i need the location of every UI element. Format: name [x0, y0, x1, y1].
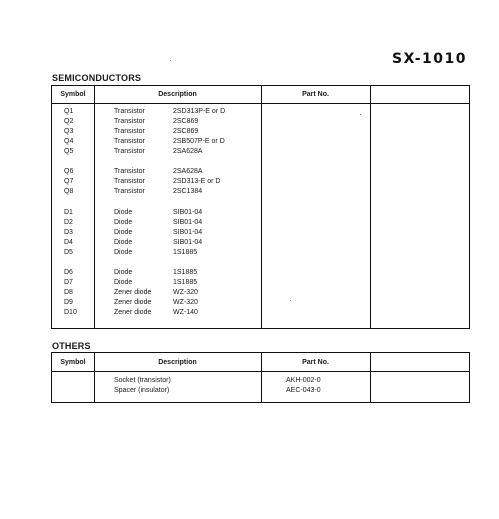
row-type: Diode — [114, 218, 133, 226]
row-part: SIB01-04 — [173, 238, 203, 246]
row-part: 1S1885 — [173, 278, 198, 286]
row-part: 2SD313P-E or D — [173, 108, 226, 115]
row-part: SIB01-04 — [173, 208, 203, 216]
row-symbol: Q3 — [64, 128, 74, 136]
row-symbol: Q1 — [64, 108, 74, 115]
row-symbol: Q5 — [64, 148, 74, 156]
row-part: 2SC1384 — [173, 188, 203, 196]
row-type: Diode — [114, 238, 133, 246]
model-number: SX-1010 — [392, 51, 468, 67]
header-description: Description — [158, 91, 197, 98]
others-title: OTHERS — [52, 341, 91, 351]
row-symbol: Q4 — [64, 138, 74, 146]
semiconductors-table — [51, 85, 470, 329]
row-type: Transistor — [114, 128, 145, 136]
row-part: 2SB507P-E or D — [173, 138, 225, 146]
row-part: WZ-320 — [173, 298, 198, 306]
row-type: Transistor — [114, 138, 145, 146]
others-table — [51, 352, 470, 403]
column-divider — [370, 353, 371, 402]
semiconductors-title: SEMICONDUCTORS — [52, 73, 142, 83]
row-symbol: D9 — [64, 298, 73, 306]
row-part: WZ-320 — [173, 288, 198, 296]
row-symbol: D7 — [64, 278, 73, 286]
column-divider — [94, 86, 95, 328]
row-type: Diode — [114, 268, 133, 276]
row-symbol: Q7 — [64, 178, 74, 186]
header-symbol: Symbol — [60, 359, 86, 366]
header-symbol: Symbol — [60, 91, 86, 98]
row-symbol: Q2 — [64, 118, 74, 126]
row-type: Zener diode — [114, 298, 152, 306]
row-type: Diode — [114, 278, 133, 286]
row-symbol: D3 — [64, 228, 73, 236]
scan-speck — [360, 114, 361, 115]
row-symbol: D2 — [64, 218, 73, 226]
row-part: WZ-140 — [173, 309, 198, 316]
row-type: Transistor — [114, 178, 145, 186]
row-type: Transistor — [114, 108, 145, 115]
row-type: Diode — [114, 208, 133, 216]
row-type: Diode — [114, 228, 133, 236]
row-part-no: AEC-043-0 — [286, 387, 321, 394]
row-part: 1S1885 — [173, 268, 198, 276]
row-part: SIB01-04 — [173, 228, 203, 236]
row-symbol: D5 — [64, 248, 73, 256]
row-type: Zener diode — [114, 288, 152, 296]
header-part-no: Part No. — [302, 91, 329, 98]
row-part: 1S1885 — [173, 248, 198, 256]
row-part-no: AKH-002-0 — [286, 377, 321, 384]
scan-speck — [170, 60, 171, 61]
row-part: 2SA628A — [173, 148, 203, 156]
row-type: Zener diode — [114, 309, 152, 316]
row-symbol: D1 — [64, 208, 73, 216]
row-part: 2SC869 — [173, 128, 199, 136]
row-type: Transistor — [114, 188, 145, 196]
header-part-no: Part No. — [302, 359, 329, 366]
row-part: 2SD313-E or D — [173, 178, 221, 186]
row-symbol: Q6 — [64, 168, 74, 176]
row-symbol: D8 — [64, 288, 73, 296]
row-description: Spacer (insulator) — [114, 387, 170, 394]
row-symbol: D4 — [64, 238, 73, 246]
column-divider — [370, 86, 371, 328]
header-description: Description — [158, 359, 197, 366]
row-type: Diode — [114, 248, 133, 256]
row-symbol: Q8 — [64, 188, 74, 196]
scan-speck — [290, 300, 291, 301]
row-part: 2SC869 — [173, 118, 199, 126]
row-type: Transistor — [114, 148, 145, 156]
row-symbol: D10 — [64, 309, 77, 316]
row-type: Transistor — [114, 168, 145, 176]
column-divider — [261, 86, 262, 328]
row-description: Socket (transistor) — [114, 377, 171, 384]
row-part: 2SA628A — [173, 168, 203, 176]
row-part: SIB01-04 — [173, 218, 203, 226]
row-type: Transistor — [114, 118, 145, 126]
row-symbol: D6 — [64, 268, 73, 276]
